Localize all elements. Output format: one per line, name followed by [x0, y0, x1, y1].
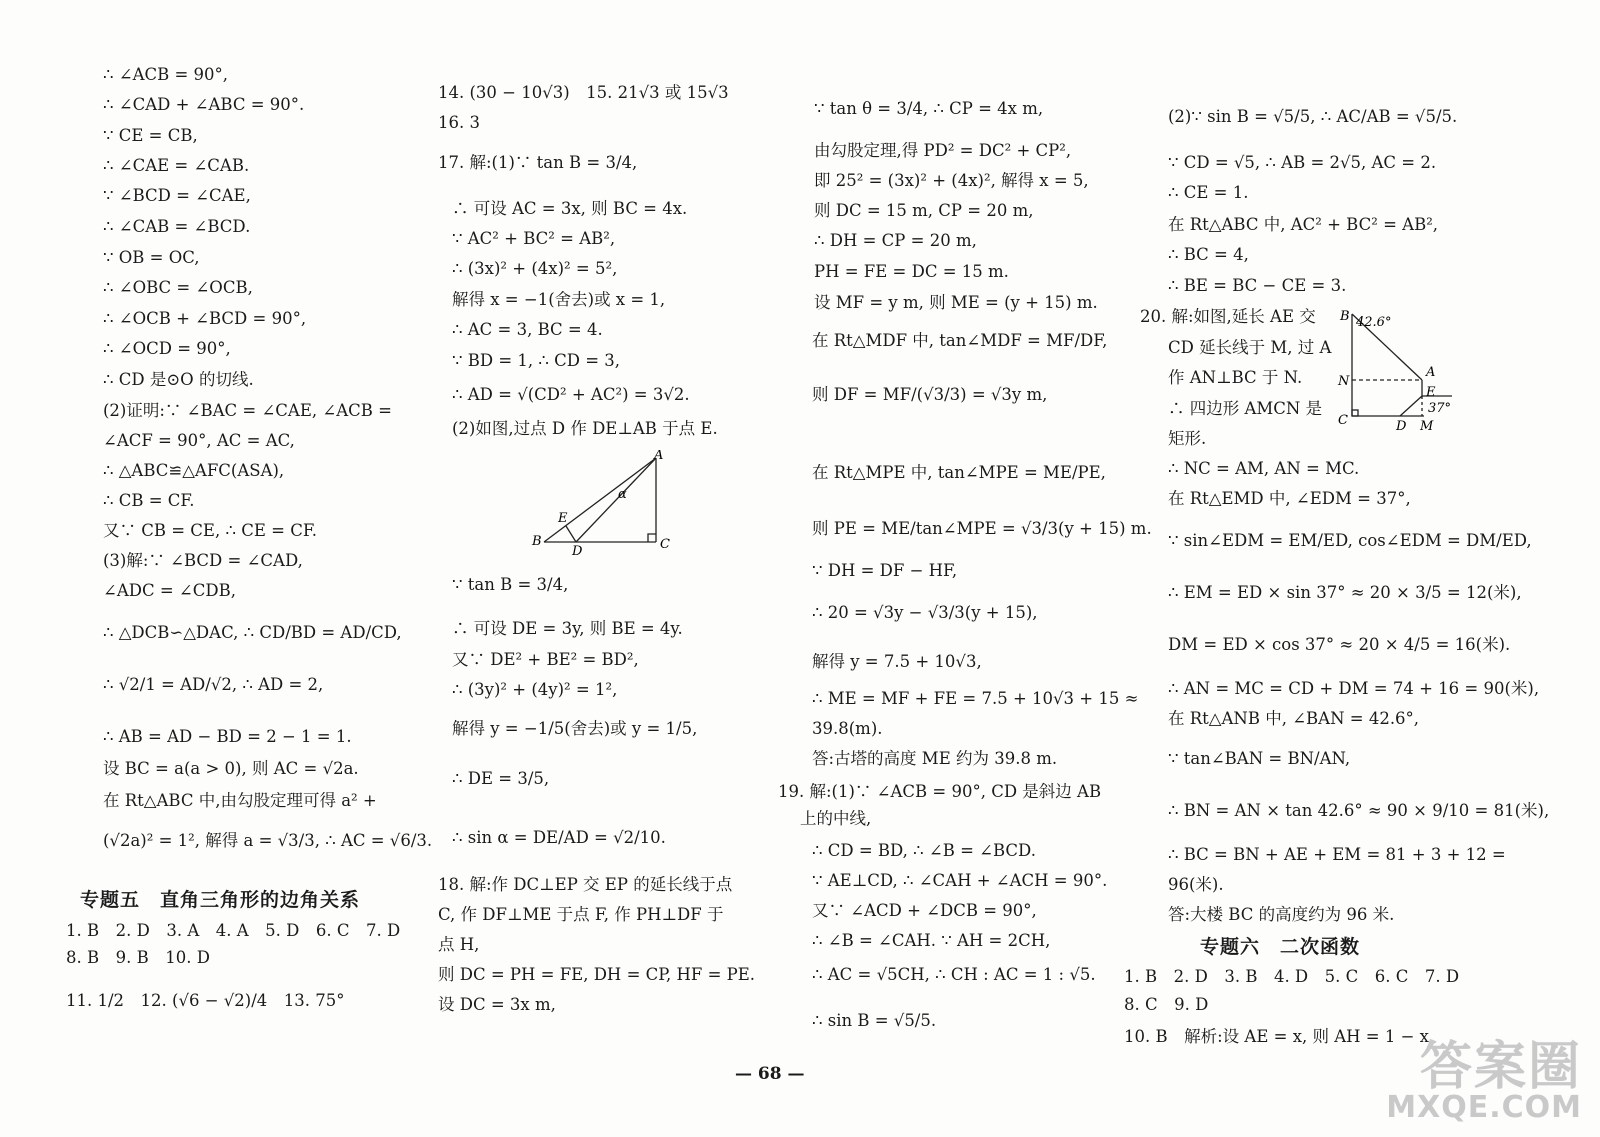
- answer-line: 10. B 解析:设 AE = x, 则 AH = 1 − x: [1124, 1027, 1429, 1046]
- line: ∵ sin∠EDM = EM/ED, cos∠EDM = DM/ED,: [1168, 531, 1532, 550]
- line: 则 DC = PH = FE, DH = CP, HF = PE.: [438, 965, 756, 984]
- line: 17. 解:(1)∵ tan B = 3/4,: [438, 153, 638, 172]
- line: ∴ △ABC≌△AFC(ASA),: [103, 461, 285, 480]
- line: ∴ CB = CF.: [103, 491, 195, 510]
- line: ∴ NC = AM, AN = MC.: [1168, 459, 1360, 478]
- line: 上的中线,: [800, 809, 872, 828]
- segment-ed: [1400, 396, 1422, 416]
- line: 即 25² = (3x)² + (4x)², 解得 x = 5,: [814, 171, 1089, 190]
- line: 在 Rt△EMD 中, ∠EDM = 37°,: [1168, 489, 1411, 508]
- line: ∵ CD = √5, ∴ AB = 2√5, AC = 2.: [1168, 153, 1437, 172]
- line: ∵ ∠BCD = ∠CAE,: [103, 186, 251, 205]
- label-m: M: [1420, 419, 1434, 434]
- line: C, 作 DF⊥ME 于点 F, 作 PH⊥DF 于: [438, 905, 724, 924]
- line: PH = FE = DC = 15 m.: [814, 262, 1009, 281]
- line: 在 Rt△ABC 中,由勾股定理可得 a² +: [103, 791, 377, 810]
- line: 16. 3: [438, 113, 480, 132]
- line: 设 MF = y m, 则 ME = (y + 15) m.: [814, 293, 1098, 312]
- line: (2)如图,过点 D 作 DE⊥AB 于点 E.: [452, 419, 718, 438]
- watermark-url: MXQE.COM: [1386, 1090, 1582, 1125]
- line: ∴ ∠OCB + ∠BCD = 90°,: [103, 309, 307, 328]
- line: DM = ED × cos 37° ≈ 20 × 4/5 = 16(米).: [1168, 635, 1511, 654]
- section-5-title: 专题五 直角三角形的边角关系: [80, 889, 361, 911]
- building-figure: [1330, 306, 1460, 436]
- answer-line: 1. B 2. D 3. A 4. A 5. D 6. C 7. D: [66, 921, 401, 940]
- line: ∴ ∠OBC = ∠OCB,: [103, 278, 253, 297]
- answer-line: 11. 1/2 12. (√6 − √2)/4 13. 75°: [66, 991, 345, 1010]
- line: ∵ DH = DF − HF,: [812, 561, 958, 580]
- answer-line: 8. B 9. B 10. D: [66, 948, 210, 967]
- line: (2)证明:∵ ∠BAC = ∠CAE, ∠ACB =: [103, 401, 392, 420]
- watermark: [1386, 1037, 1582, 1125]
- triangle-figure: [530, 450, 680, 560]
- answer-line: 8. C 9. D: [1124, 995, 1209, 1014]
- line: 又∵ DE² + BE² = BD²,: [452, 650, 639, 669]
- line: ∴ 四边形 AMCN 是: [1168, 399, 1323, 418]
- line: ∴ AB = AD − BD = 2 − 1 = 1.: [103, 727, 352, 746]
- line: ∴ ME = MF + FE = 7.5 + 10√3 + 15 ≈: [812, 689, 1139, 708]
- line: ∴ CD = BD, ∴ ∠B = ∠BCD.: [812, 841, 1036, 860]
- section-6-title: 专题六 二次函数: [1200, 936, 1361, 958]
- line: (2)∵ sin B = √5/5, ∴ AC/AB = √5/5.: [1168, 107, 1458, 126]
- line: (√2a)² = 1², 解得 a = √3/3, ∴ AC = √6/3.: [103, 831, 433, 850]
- line: 解得 y = −1/5(舍去)或 y = 1/5,: [452, 719, 698, 738]
- line: ∴ EM = ED × sin 37° ≈ 20 × 3/5 = 12(米),: [1168, 583, 1522, 602]
- line: ∵ AC² + BC² = AB²,: [452, 229, 616, 248]
- line: ∴ CE = 1.: [1168, 183, 1249, 202]
- line: ∴ BE = BC − CE = 3.: [1168, 276, 1347, 295]
- line: 答:大楼 BC 的高度约为 96 米.: [1168, 905, 1395, 924]
- label-a: A: [1426, 365, 1436, 380]
- segment-da: [576, 458, 656, 542]
- line: 解得 x = −1(舍去)或 x = 1,: [452, 290, 666, 309]
- segment-de: [566, 526, 576, 542]
- label-alpha: α: [618, 487, 627, 502]
- line: 则 DC = 15 m, CP = 20 m,: [814, 201, 1034, 220]
- line: CD 延长线于 M, 过 A: [1168, 338, 1332, 357]
- line: 又∵ CB = CE, ∴ CE = CF.: [103, 521, 317, 540]
- line: ∴ 可设 AC = 3x, 则 BC = 4x.: [452, 199, 688, 218]
- line: ∴ CD 是⊙O 的切线.: [103, 370, 254, 389]
- line: ∴ AN = MC = CD + DM = 74 + 16 = 90(米),: [1168, 679, 1540, 698]
- line: (3)解:∵ ∠BCD = ∠CAD,: [103, 551, 303, 570]
- line: 在 Rt△ANB 中, ∠BAN = 42.6°,: [1168, 709, 1420, 728]
- line: 答:古塔的高度 ME 约为 39.8 m.: [812, 749, 1058, 768]
- line: ∵ tan B = 3/4,: [452, 575, 569, 594]
- line: ∴ (3x)² + (4x)² = 5²,: [452, 259, 618, 278]
- label-e: E: [1426, 385, 1436, 400]
- line: ∵ tan θ = 3/4, ∴ CP = 4x m,: [814, 99, 1044, 118]
- line: 在 Rt△MDF 中, tan∠MDF = MF/DF,: [812, 331, 1108, 350]
- line: 则 DF = MF/(√3/3) = √3y m,: [812, 385, 1048, 404]
- line: 设 BC = a(a > 0), 则 AC = √2a.: [103, 759, 359, 778]
- line: 39.8(m).: [812, 719, 883, 738]
- line: ∴ AD = √(CD² + AC²) = 3√2.: [452, 385, 690, 404]
- line: 作 AN⊥BC 于 N.: [1168, 368, 1303, 387]
- label-b: B: [1340, 309, 1350, 324]
- right-angle-mark: [1352, 410, 1358, 416]
- line: 由勾股定理,得 PD² = DC² + CP²,: [814, 141, 1072, 160]
- line: ∴ BC = BN + AE + EM = 81 + 3 + 12 =: [1168, 845, 1506, 864]
- line: ∴ ∠CAE = ∠CAB.: [103, 156, 250, 175]
- line: ∴ ∠CAD + ∠ABC = 90°.: [103, 95, 305, 114]
- line: 96(米).: [1168, 875, 1224, 894]
- segment-ba: [544, 458, 656, 542]
- line: ∴ ∠ACB = 90°,: [103, 65, 229, 84]
- line: 设 DC = 3x m,: [438, 995, 556, 1014]
- line: 又∵ ∠ACD + ∠DCB = 90°,: [812, 901, 1037, 920]
- line: 矩形.: [1168, 429, 1207, 448]
- answer-line: 1. B 2. D 3. B 4. D 5. C 6. C 7. D: [1124, 967, 1460, 986]
- line: 18. 解:作 DC⊥EP 交 EP 的延长线于点: [438, 875, 733, 894]
- line: ∴ AC = 3, BC = 4.: [452, 320, 603, 339]
- line: 点 H,: [438, 935, 480, 954]
- label-angle-bottom: 37°: [1428, 401, 1452, 416]
- line: ∴ √2/1 = AD/√2, ∴ AD = 2,: [103, 675, 324, 694]
- line: ∠ACF = 90°, AC = AC,: [103, 431, 295, 450]
- line: 在 Rt△MPE 中, tan∠MPE = ME/PE,: [812, 463, 1106, 482]
- line: ∴ sin α = DE/AD = √2/10.: [452, 828, 666, 847]
- line: 则 PE = ME/tan∠MPE = √3/3(y + 15) m.: [812, 519, 1152, 538]
- page-number: — 68 —: [735, 1064, 805, 1084]
- line: ∴ 可设 DE = 3y, 则 BE = 4y.: [452, 619, 683, 638]
- label-c: C: [660, 537, 670, 552]
- line: 19. 解:(1)∵ ∠ACB = 90°, CD 是斜边 AB: [778, 782, 1102, 801]
- watermark-logo-text: 答案圈: [1419, 1037, 1582, 1097]
- label-e: E: [558, 511, 568, 526]
- line: ∴ sin B = √5/5.: [812, 1011, 937, 1030]
- line: ∴ 20 = √3y − √3/3(y + 15),: [812, 603, 1038, 622]
- line: ∴ BN = AN × tan 42.6° ≈ 90 × 9/10 = 81(米),: [1168, 801, 1550, 820]
- line: ∠ADC = ∠CDB,: [103, 581, 236, 600]
- line: ∴ DH = CP = 20 m,: [814, 231, 977, 250]
- line: 在 Rt△ABC 中, AC² + BC² = AB²,: [1168, 215, 1439, 234]
- line: ∴ DE = 3/5,: [452, 769, 550, 788]
- line: ∴ ∠CAB = ∠BCD.: [103, 217, 251, 236]
- label-c: C: [1338, 413, 1348, 428]
- right-angle-mark: [648, 534, 656, 542]
- label-angle-top: 42.6°: [1356, 315, 1392, 330]
- line: ∵ AE⊥CD, ∴ ∠CAH + ∠ACH = 90°.: [812, 871, 1108, 890]
- line: ∵ BD = 1, ∴ CD = 3,: [452, 351, 621, 370]
- line: ∴ ∠B = ∠CAH. ∵ AH = 2CH,: [812, 931, 1051, 950]
- label-a: A: [654, 450, 664, 463]
- label-d: D: [572, 544, 583, 559]
- label-b: B: [532, 534, 542, 549]
- line: ∵ CE = CB,: [103, 126, 198, 145]
- line: 14. (30 − 10√3) 15. 21√3 或 15√3: [438, 83, 729, 102]
- label-d: D: [1396, 419, 1407, 434]
- line: ∴ (3y)² + (4y)² = 1²,: [452, 680, 618, 699]
- line: ∵ tan∠BAN = BN/AN,: [1168, 749, 1351, 768]
- line: ∴ AC = √5CH, ∴ CH : AC = 1 : √5.: [812, 965, 1096, 984]
- line: ∴ △DCB∽△DAC, ∴ CD/BD = AD/CD,: [103, 623, 402, 642]
- line: ∴ ∠OCD = 90°,: [103, 339, 231, 358]
- line: ∵ OB = OC,: [103, 248, 200, 267]
- line: ∴ BC = 4,: [1168, 245, 1249, 264]
- label-n: N: [1338, 374, 1350, 389]
- line: 解得 y = 7.5 + 10√3,: [812, 652, 982, 671]
- line: 20. 解:如图,延长 AE 交: [1140, 307, 1316, 326]
